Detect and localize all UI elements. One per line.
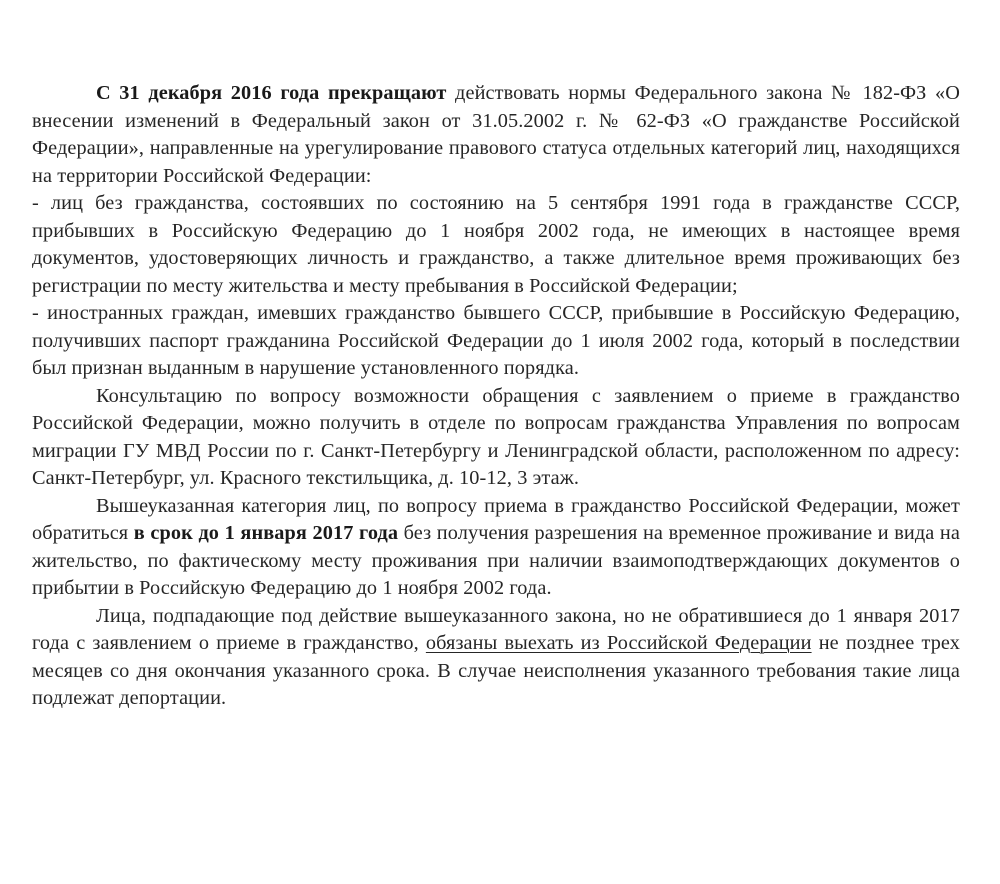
- obligation-text-before: Лица, подпадающие под действие вышеуказанного закона, но не обратившиеся до 1 января 2017 года с заявлением о приеме в гражданство,: [32, 604, 960, 654]
- deadline-text-before: Вышеуказанная категория лиц, по вопросу приема в гражданство Российской Федерации, может обратиться: [32, 494, 960, 544]
- intro-bold-lead: С 31 декабря 2016 года прекращают: [96, 82, 447, 104]
- consultation-paragraph: Консультацию по вопросу возможности обращения с заявлением о приеме в гражданство Российской Федерации, можно получить в отделе по вопросам гражданства Управления по вопросам миграции ГУ МВД России по г. Санкт-Петербургу и Ленинградской области, расположенном по адресу: Санкт-Петербург, ул. Красного текстильщика, д. 10-12, 3 этаж.: [32, 384, 960, 489]
- document-page: [32, 80, 960, 713]
- list-item-stateless-persons: - лиц без гражданства, состоявших по состоянию на 5 сентября 1991 года в гражданстве СССР, прибывших в Российскую Федерацию до 1 ноября 2002 года, не имеющих в настоящее время документов, удостоверяющих личность и гражданство, а также длительное время проживающих без регистрации по месту жительства и месту пребывания в Российской Федерации;: [32, 192, 960, 297]
- obligation-paragraph: [32, 603, 960, 713]
- list-item-foreign-citizens: - иностранных граждан, имевших гражданство бывшего СССР, прибывшие в Российскую Федерацию, получивших паспорт гражданина Российской Федерации до 1 июля 2002 года, который в последствии был признан выданным в нарушение установленного порядка.: [32, 302, 960, 379]
- obligation-text-after: не позднее трех месяцев со дня окончания указанного срока. В случае неисполнения указанного требования такие лица подлежат депортации.: [32, 632, 961, 709]
- intro-text: действовать нормы Федерального закона № 182-ФЗ «О внесении изменений в Федеральный закон от 31.05.2002 г. № 62-ФЗ «О гражданстве Российской Федерации», направленные на урегулирование правового статуса отдельных категорий лиц, находящихся на территории Российской Федерации:: [32, 82, 960, 187]
- deadline-paragraph: [32, 493, 960, 603]
- intro-paragraph: [32, 80, 960, 190]
- obligation-underlined: обязаны выехать из Российской Федерации: [425, 632, 812, 654]
- deadline-bold: в срок до 1 января 2017 года: [133, 522, 399, 544]
- deadline-text-after: без получения разрешения на временное проживание и вида на жительство, по фактическому месту проживания при наличии взаимоподтверждающих документов о прибытии в Российскую Федерацию до 1 ноября 2002 года.: [32, 522, 960, 599]
